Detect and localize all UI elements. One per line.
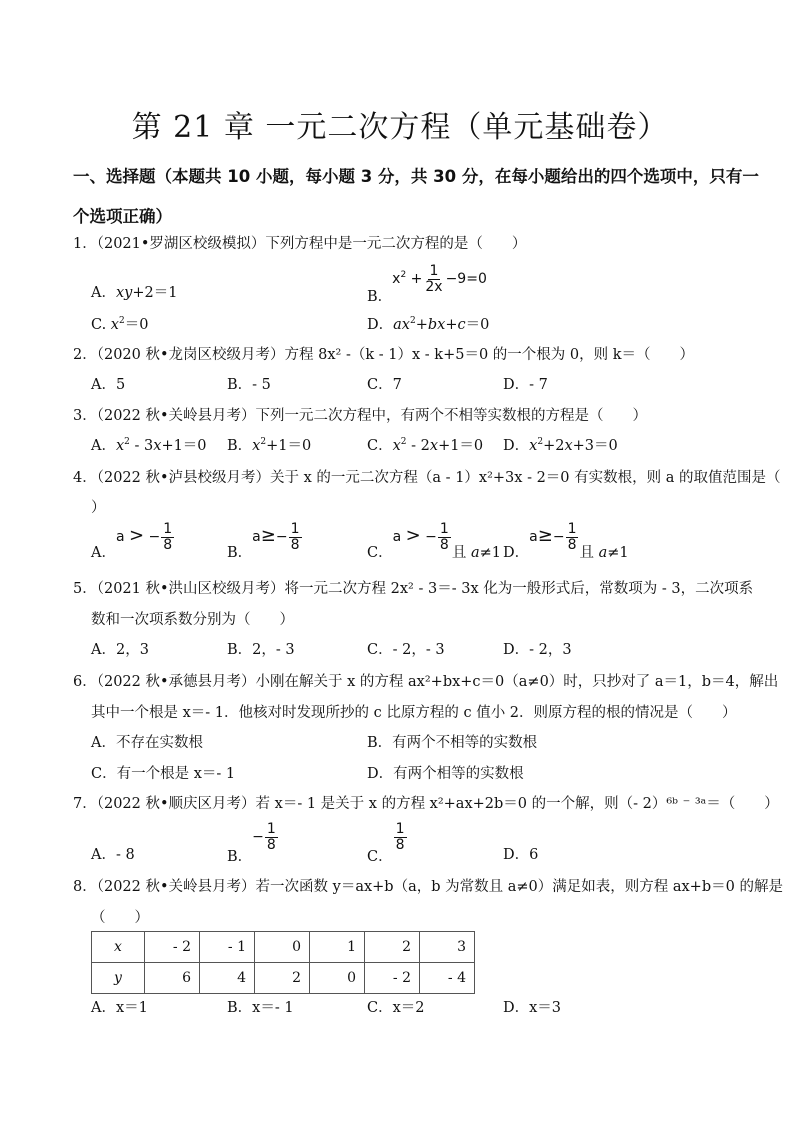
q3-option-a: A．$x^2 - 3x+1=0$ [91, 437, 207, 454]
q4-option-b: B．a≥− $\frac{1}{8}$ [227, 522, 303, 552]
q4-option-d: D．a≥− $\frac{1}{8}$ 且 a≠1 [503, 521, 629, 562]
section-heading-line1: 一、选择题（本题共 10 小题，每小题 3 分，共 30 分，在每小题给出的四个选项中，只有一 [73, 167, 759, 186]
table-cell: - 2 [145, 932, 200, 963]
q5-option-b: B．2，- 3 [227, 642, 295, 658]
q4-option-a: A．a > − $\frac{1}{8}$ [91, 522, 175, 552]
q4-option-c-formula-image: a > − $\frac{1}{8}$ [392, 521, 449, 553]
q1-option-b-formula-image: $x^2$ + $\frac{1}{2x}$ −9=0 [392, 263, 487, 295]
question-8-stem-line1: 8．（2022 秋•关岭县月考）若一次函数 y＝ax+b（a，b 为常数且 a≠0）满足如表，则方程 ax+b＝0 的解是 [73, 879, 783, 895]
q1-option-b-label: B． [367, 289, 393, 306]
q5-option-c: C．- 2，- 3 [367, 642, 445, 658]
question-5-stem-line2: 数和一次项系数分别为（ ） [91, 612, 294, 628]
q7-option-c: C． $\frac{1}{8}$ [367, 822, 408, 852]
q4-option-c: C．a > − $\frac{1}{8}$ 且 a≠1 [367, 521, 501, 562]
question-1-stem: 1．（2021•罗湖区校级模拟）下列方程中是一元二次方程的是（ ） [73, 236, 527, 252]
q1-option-a: A．xy+2＝1 [91, 285, 178, 301]
q2-option-a: A．5 [91, 377, 126, 393]
question-8-stem-line2: （ ） [91, 910, 149, 926]
q1-option-b [367, 263, 487, 306]
table-cell: 6 [145, 963, 200, 994]
table-cell: 1 [310, 932, 365, 963]
table-cell: 2 [255, 963, 310, 994]
table-cell: 4 [200, 963, 255, 994]
q5-option-d: D．- 2，3 [503, 642, 572, 658]
table-cell: 2 [365, 932, 420, 963]
question-5-stem-line1: 5．（2021 秋•洪山区校级月考）将一元二次方程 2x² - 3＝- 3x 化为一般形式后，常数项为 - 3，二次项系 [73, 581, 754, 597]
table-cell: - 4 [420, 963, 475, 994]
values-table [91, 931, 475, 994]
q8-option-c: C．x＝2 [367, 1000, 425, 1016]
q2-option-d: D．- 7 [503, 377, 548, 393]
q5-option-a: A．2，3 [91, 642, 149, 658]
table-cell: 0 [310, 963, 365, 994]
q4-option-a-formula-image: a > − $\frac{1}{8}$ [115, 521, 173, 553]
q3-option-c: C．$x^2 - 2x+1=0$ [367, 437, 484, 454]
q1-option-c: C. $x^2=0$ [91, 316, 149, 333]
q4-option-d-formula-image: a≥− $\frac{1}{8}$ [529, 521, 577, 553]
q1-option-d: D．$ax^2+bx+c=0$ [367, 316, 490, 333]
question-3-stem: 3．（2022 秋•关岭县月考）下列一元二次方程中，有两个不相等实数根的方程是（ ） [73, 408, 648, 424]
q7-option-b: B．− $\frac{1}{8}$ [227, 822, 279, 852]
q7-option-d: D．6 [503, 847, 539, 863]
table-row-x [92, 932, 475, 963]
q8-option-a: A．x＝1 [91, 1000, 148, 1016]
table-row-y [92, 963, 475, 994]
q8-option-b: B．x＝- 1 [227, 1000, 294, 1016]
table-header-y: y [92, 963, 145, 994]
q6-option-a: A．不存在实数根 [91, 735, 203, 751]
table-header-x: x [92, 932, 145, 963]
q2-option-b: B．- 5 [227, 377, 271, 393]
q7-option-c-formula-image: $\frac{1}{8}$ [395, 821, 405, 853]
question-7-stem: 7．（2022 秋•顺庆区月考）若 x＝- 1 是关于 x 的方程 x²+ax+2b＝0 的一个解，则（- 2）⁶ᵇ ⁻ ³ᵃ＝（ ） [73, 796, 779, 812]
table-cell: - 2 [365, 963, 420, 994]
q6-option-b: B．有两个不相等的实数根 [367, 735, 538, 751]
question-2-stem: 2．（2020 秋•龙岗区校级月考）方程 8x² -（k - 1）x - k+5＝0 的一个根为 0，则 k＝（ ） [73, 347, 695, 363]
q7-option-b-formula-image: − $\frac{1}{8}$ [252, 821, 276, 853]
question-6-stem-line1: 6．（2022 秋•承德县月考）小刚在解关于 x 的方程 ax²+bx+c＝0（a≠0）时，只抄对了 a＝1，b＝4，解出 [73, 674, 779, 690]
q3-option-d: D．$x^2+2x+3=0$ [503, 437, 618, 454]
question-6-stem-line2: 其中一个根是 x＝- 1．他核对时发现所抄的 c 比原方程的 c 值小 2．则原方程的根的情况是（ ） [91, 705, 737, 721]
table-cell: - 1 [200, 932, 255, 963]
q2-option-c: C．7 [367, 377, 402, 393]
page-title: 第 21 章 一元二次方程（单元基础卷） [131, 110, 669, 145]
q6-option-c: C．有一个根是 x＝- 1 [91, 766, 236, 782]
table-cell: 3 [420, 932, 475, 963]
q6-option-d: D．有两个相等的实数根 [367, 766, 524, 782]
q3-option-b: B．$x^2+1=0$ [227, 437, 312, 454]
question-4-stem-line2: ） [91, 500, 106, 516]
section-heading-line2: 个选项正确） [73, 207, 172, 226]
q8-option-d: D．x＝3 [503, 1000, 562, 1016]
q4-option-b-formula-image: a≥− $\frac{1}{8}$ [252, 521, 300, 553]
question-4-stem-line1: 4．（2022 秋•泸县校级月考）关于 x 的一元二次方程（a - 1）x²+3x - 2＝0 有实数根，则 a 的取值范围是（ [73, 470, 781, 486]
q7-option-a: A．- 8 [91, 847, 135, 863]
table-cell: 0 [255, 932, 310, 963]
